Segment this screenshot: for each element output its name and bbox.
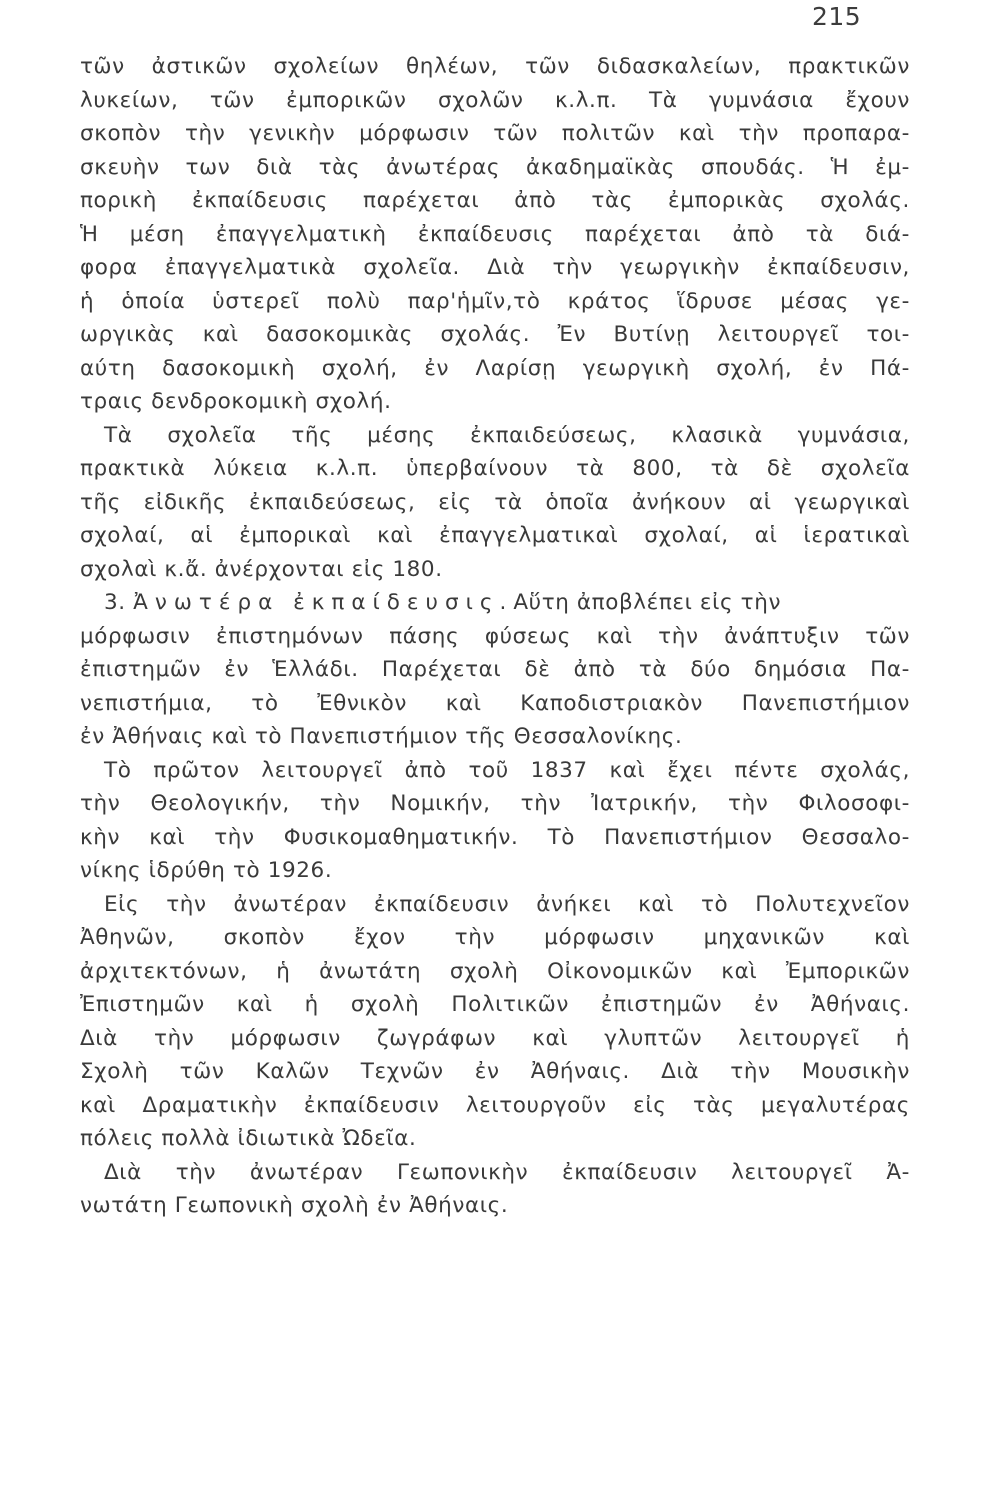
- text-line: ωργικὰς καὶ δασοκομικὰς σχολάς. Ἐν Βυτίνῃ λειτουργεῖ τοι-: [80, 322, 910, 347]
- page-body: [80, 50, 910, 1223]
- text-line: σκοπὸν τὴν γενικὴν μόρφωσιν τῶν πολιτῶν καὶ τὴν προπαρα-: [80, 121, 910, 146]
- text-line: πόλεις πολλὰ ἰδιωτικὰ Ὠδεῖα.: [80, 1126, 417, 1151]
- text-line: τὴν Θεολογικήν, τὴν Νομικήν, τὴν Ἰατρικήν, τὴν Φιλοσοφι-: [80, 791, 910, 816]
- text-line: πρακτικὰ λύκεια κ.λ.π. ὑπερβαίνουν τὰ 800, τὰ δὲ σχολεῖα: [80, 456, 910, 481]
- text-line: σκευὴν των διὰ τὰς ἀνωτέρας ἀκαδημαϊκὰς σπουδάς. Ἡ ἐμ-: [80, 154, 910, 180]
- text-line: Σχολὴ τῶν Καλῶν Τεχνῶν ἐν Ἀθήναις. Διὰ τὴν Μουσικὴν: [80, 1059, 910, 1084]
- page-number: 215: [812, 2, 862, 31]
- text-line: νίκης ἱδρύθη τὸ 1926.: [80, 858, 333, 883]
- text-line: αύτη δασοκομικὴ σχολή, ἐν Λαρίσῃ γεωργικὴ σχολή, ἐν Πά-: [80, 355, 910, 381]
- text-line: ἐπιστημῶν ἐν Ἑλλάδι. Παρέχεται δὲ ἀπὸ τὰ δύο δημόσια Πα-: [80, 657, 910, 682]
- text-line: Ἡ μέση ἐπαγγελματικὴ ἐκπαίδευσις παρέχεται ἀπὸ τὰ διά-: [80, 221, 910, 247]
- text-line: καὶ Δραματικὴν ἐκπαίδευσιν λειτουργοῦν εἰς τὰς μεγαλυτέρας: [80, 1092, 910, 1118]
- text-line: Ἀθηνῶν, σκοπὸν ἔχον τὴν μόρφωσιν μηχανικῶν καὶ: [80, 925, 910, 950]
- text-line: τῆς εἰδικῆς ἐκπαιδεύσεως, εἰς τὰ ὁποῖα ἀνήκουν αἱ γεωργικαὶ: [80, 489, 910, 515]
- text-line: μόρφωσιν ἐπιστημόνων πάσης φύσεως καὶ τὴν ἀνάπτυξιν τῶν: [80, 623, 910, 649]
- text-line: Τὰ σχολεῖα τῆς μέσης ἐκπαιδεύσεως, κλασικὰ γυμνάσια,: [104, 422, 910, 448]
- text-line: νωτάτη Γεωπονικὴ σχολὴ ἐν Ἀθήναις.: [80, 1193, 509, 1218]
- text-line: ἐν Ἀθήναις καὶ τὸ Πανεπιστήμιον τῆς Θεσσαλονίκης.: [80, 724, 683, 749]
- text-line: Διὰ τὴν μόρφωσιν ζωγράφων καὶ γλυπτῶν λειτουργεῖ ἡ: [80, 1025, 910, 1051]
- section-number: 3.: [104, 590, 126, 615]
- text-line: πορικὴ ἐκπαίδευσις παρέχεται ἀπὸ τὰς ἐμπορικὰς σχολάς.: [80, 188, 910, 213]
- text-line: τῶν ἀστικῶν σχολείων θηλέων, τῶν διδασκαλείων, πρακτικῶν: [80, 54, 910, 79]
- text-line: Διὰ τὴν ἀνωτέραν Γεωπονικὴν ἐκπαίδευσιν λειτουργεῖ Ἀ-: [104, 1159, 910, 1185]
- text-line: λυκείων, τῶν ἐμπορικῶν σχολῶν κ.λ.π. Τὰ γυμνάσια ἔχουν: [80, 87, 910, 113]
- section-heading-line: [80, 586, 910, 620]
- text-line: τραις δενδροκομικὴ σχολή.: [80, 389, 392, 414]
- text-line: φορα ἐπαγγελματικὰ σχολεῖα. Διὰ τὴν γεωργικὴν ἐκπαίδευσιν,: [80, 255, 910, 280]
- section-title: Ἀνωτέρα ἐκπαίδευσις.: [133, 590, 514, 615]
- text-line: Ἐπιστημῶν καὶ ἡ σχολὴ Πολιτικῶν ἐπιστημῶν ἐν Ἀθήναις.: [80, 992, 910, 1017]
- text-line: κὴν καὶ τὴν Φυσικομαθηματικήν. Τὸ Πανεπιστήμιον Θεσσαλο-: [80, 824, 910, 850]
- text-line: νεπιστήμια, τὸ Ἐθνικὸν καὶ Καποδιστριακὸν Πανεπιστήμιον: [80, 690, 910, 716]
- text-line: σχολαὶ κ.ἄ. ἀνέρχονται εἰς 180.: [80, 556, 443, 582]
- text-line: σχολαί, αἱ ἐμπορικαὶ καὶ ἐπαγγελματικαὶ σχολαί, αἱ ἱερατικαὶ: [80, 523, 910, 548]
- text-line: Τὸ πρῶτον λειτουργεῖ ἀπὸ τοῦ 1837 καὶ ἔχει πέντε σχολάς,: [104, 757, 910, 783]
- section-lead-text: Αὕτη ἀποβλέπει εἰς τὴν: [513, 590, 782, 615]
- text-line: ἀρχιτεκτόνων, ἡ ἀνωτάτη σχολὴ Οἰκονομικῶν καὶ Ἐμπορικῶν: [80, 958, 910, 984]
- text-line: ἡ ὁποία ὑστερεῖ πολὺ παρ'ἡμῖν,τὸ κράτος ἵδρυσε μέσας γε-: [80, 288, 910, 314]
- text-line: Εἰς τὴν ἀνωτέραν ἐκπαίδευσιν ἀνήκει καὶ τὸ Πολυτεχνεῖον: [104, 891, 910, 917]
